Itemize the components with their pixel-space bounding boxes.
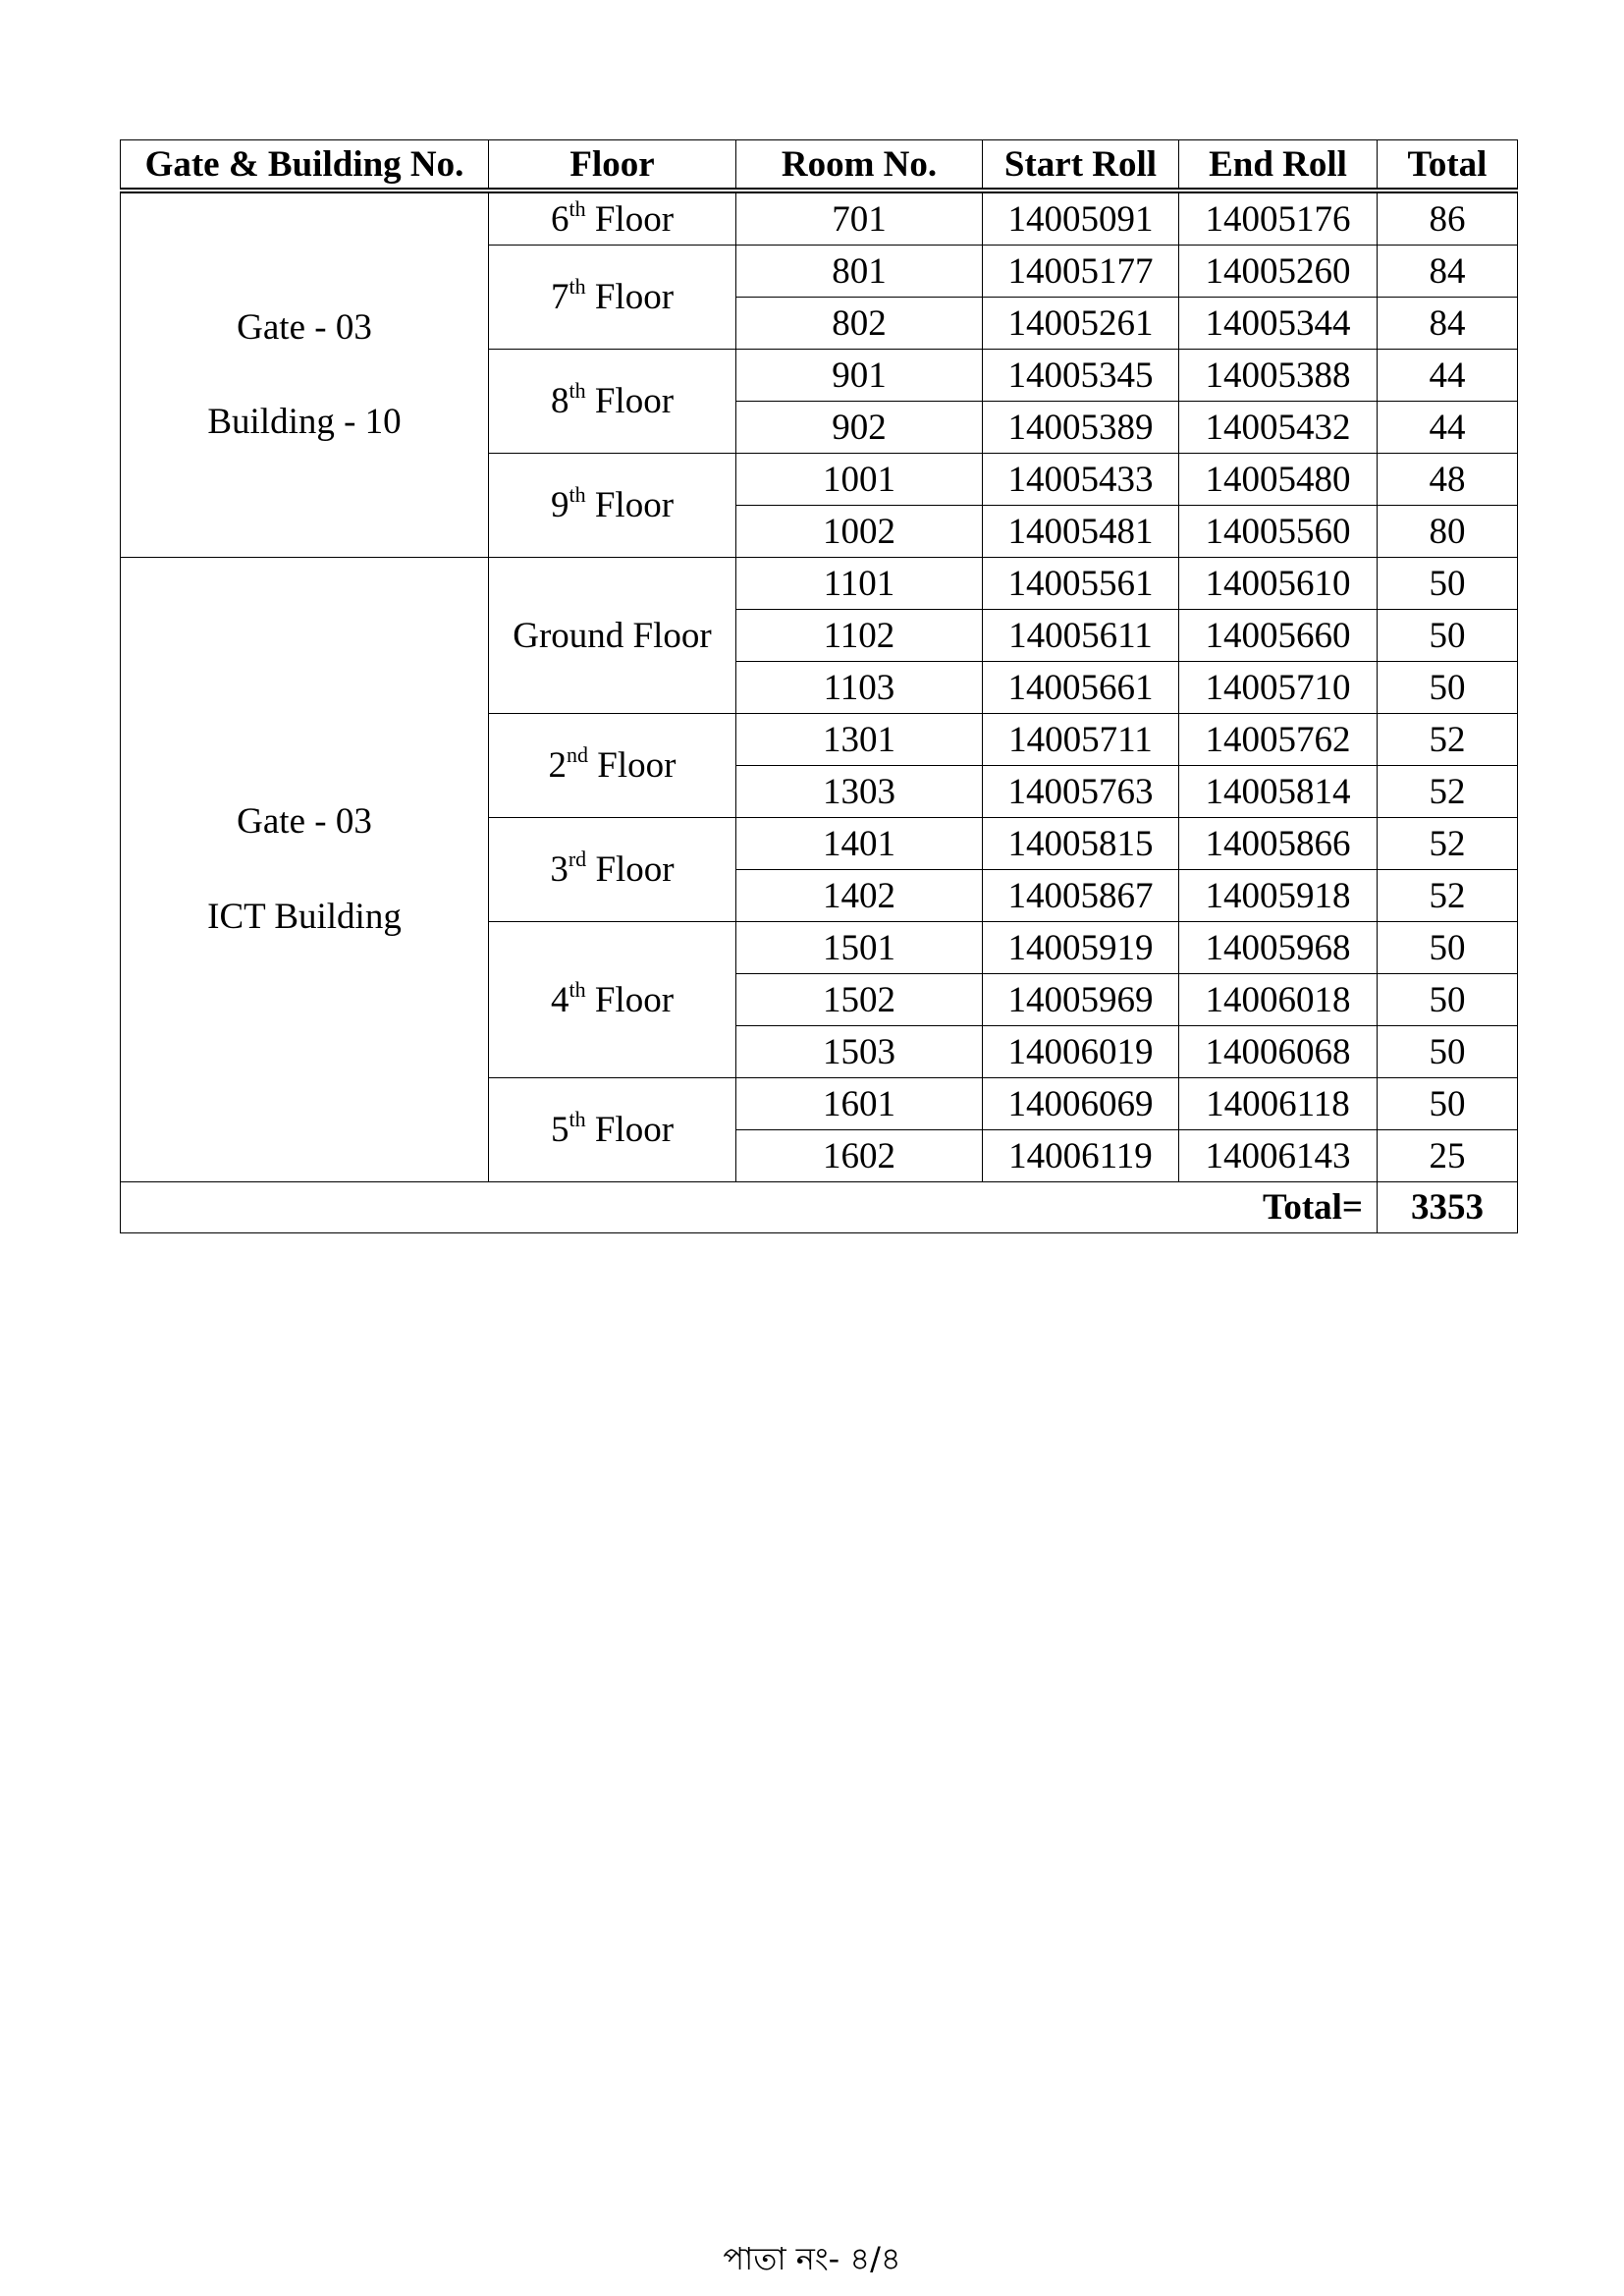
start-roll-cell: 14005867 [983, 870, 1179, 922]
start-roll-cell: 14005919 [983, 922, 1179, 974]
start-roll-cell: 14005969 [983, 974, 1179, 1026]
room-number-cell: 1501 [736, 922, 983, 974]
floor-ordinal-suffix: rd [568, 847, 587, 871]
gate-building-cell [121, 191, 489, 558]
floor-ordinal-suffix: nd [567, 742, 589, 767]
floor-number: 6 [550, 198, 569, 240]
end-roll-cell: 14005918 [1179, 870, 1378, 922]
floor-number: 4 [550, 979, 569, 1020]
room-total-cell: 84 [1378, 246, 1518, 298]
header-end-roll: End Roll [1179, 140, 1378, 191]
floor-ordinal-suffix: th [568, 195, 586, 221]
page-number: পাতা নং- ৪/৪ [723, 2240, 901, 2277]
gate-building-cell [121, 558, 489, 1182]
end-roll-cell: 14005260 [1179, 246, 1378, 298]
floor-number: 5 [550, 1110, 569, 1150]
room-total-cell: 80 [1378, 506, 1518, 558]
end-roll-cell: 14005968 [1179, 922, 1378, 974]
floor-label: Floor [594, 979, 675, 1020]
room-number-cell: 1101 [736, 558, 983, 610]
floor-label: Floor [595, 849, 675, 890]
room-total-cell: 50 [1378, 610, 1518, 662]
end-roll-cell: 14006143 [1179, 1130, 1378, 1182]
start-roll-cell: 14005561 [983, 558, 1179, 610]
floor-label: Floor [594, 1110, 675, 1150]
gate-label: Gate - 03 [237, 801, 372, 843]
floor-ordinal-suffix: th [568, 378, 586, 403]
table-header-row [121, 140, 1518, 191]
table-row [121, 191, 1518, 246]
room-total-cell: 48 [1378, 454, 1518, 506]
end-roll-cell: 14006068 [1179, 1026, 1378, 1078]
start-roll-cell: 14005815 [983, 818, 1179, 870]
room-number-cell: 1502 [736, 974, 983, 1026]
room-number-cell: 802 [736, 298, 983, 350]
floor-label: Floor [594, 198, 675, 240]
room-number-cell: 902 [736, 402, 983, 454]
building-label: Building - 10 [207, 402, 402, 442]
room-total-cell: 50 [1378, 662, 1518, 714]
header-start-roll: Start Roll [983, 140, 1179, 191]
table-body [121, 191, 1518, 1182]
floor-cell [489, 246, 736, 350]
start-roll-cell: 14005091 [983, 191, 1179, 246]
room-total-cell: 44 [1378, 350, 1518, 402]
room-total-cell: 52 [1378, 818, 1518, 870]
room-total-cell: 50 [1378, 1078, 1518, 1130]
end-roll-cell: 14006118 [1179, 1078, 1378, 1130]
grand-total-row [121, 1182, 1518, 1233]
room-number-cell: 1002 [736, 506, 983, 558]
grand-total-label: Total= [121, 1182, 1378, 1233]
room-number-cell: 701 [736, 191, 983, 246]
end-roll-cell: 14005866 [1179, 818, 1378, 870]
room-number-cell: 901 [736, 350, 983, 402]
floor-cell [489, 1078, 736, 1182]
room-number-cell: 801 [736, 246, 983, 298]
floor-cell [489, 714, 736, 818]
room-number-cell: 1001 [736, 454, 983, 506]
end-roll-cell: 14005560 [1179, 506, 1378, 558]
floor-ordinal-suffix: th [568, 976, 586, 1002]
room-total-cell: 25 [1378, 1130, 1518, 1182]
room-total-cell: 50 [1378, 1026, 1518, 1078]
room-total-cell: 84 [1378, 298, 1518, 350]
table-row [121, 558, 1518, 610]
start-roll-cell: 14006019 [983, 1026, 1179, 1078]
floor-label: Floor [597, 745, 677, 786]
room-number-cell: 1401 [736, 818, 983, 870]
room-total-cell: 52 [1378, 870, 1518, 922]
header-room-no: Room No. [736, 140, 983, 191]
room-number-cell: 1601 [736, 1078, 983, 1130]
end-roll-cell: 14005710 [1179, 662, 1378, 714]
room-total-cell: 52 [1378, 766, 1518, 818]
gate-label: Gate - 03 [237, 306, 372, 348]
end-roll-cell: 14006018 [1179, 974, 1378, 1026]
floor-ordinal-suffix: th [568, 274, 586, 299]
start-roll-cell: 14005611 [983, 610, 1179, 662]
start-roll-cell: 14005433 [983, 454, 1179, 506]
start-roll-cell: 14005661 [983, 662, 1179, 714]
floor-number: 8 [550, 381, 569, 421]
end-roll-cell: 14005480 [1179, 454, 1378, 506]
floor-label: Floor [594, 381, 675, 421]
floor-cell [489, 350, 736, 454]
room-total-cell: 44 [1378, 402, 1518, 454]
room-total-cell: 50 [1378, 974, 1518, 1026]
room-number-cell: 1301 [736, 714, 983, 766]
room-total-cell: 50 [1378, 558, 1518, 610]
end-roll-cell: 14005176 [1179, 191, 1378, 246]
start-roll-cell: 14005177 [983, 246, 1179, 298]
floor-label: Ground Floor [513, 615, 712, 656]
end-roll-cell: 14005610 [1179, 558, 1378, 610]
start-roll-cell: 14005763 [983, 766, 1179, 818]
grand-total-value: 3353 [1378, 1182, 1518, 1233]
room-total-cell: 86 [1378, 191, 1518, 246]
floor-cell [489, 191, 736, 246]
floor-cell [489, 922, 736, 1078]
seat-plan-table [120, 139, 1518, 1233]
end-roll-cell: 14005814 [1179, 766, 1378, 818]
room-total-cell: 50 [1378, 922, 1518, 974]
floor-number: 2 [548, 745, 568, 786]
start-roll-cell: 14005389 [983, 402, 1179, 454]
room-number-cell: 1102 [736, 610, 983, 662]
room-number-cell: 1303 [736, 766, 983, 818]
floor-ordinal-suffix: th [568, 1107, 586, 1131]
header-floor: Floor [489, 140, 736, 191]
start-roll-cell: 14006119 [983, 1130, 1179, 1182]
room-number-cell: 1402 [736, 870, 983, 922]
floor-number: 3 [550, 849, 568, 890]
room-number-cell: 1103 [736, 662, 983, 714]
header-gate-building: Gate & Building No. [121, 140, 489, 191]
room-number-cell: 1602 [736, 1130, 983, 1182]
start-roll-cell: 14006069 [983, 1078, 1179, 1130]
floor-label: Floor [594, 485, 675, 525]
floor-number: 7 [550, 277, 569, 317]
end-roll-cell: 14005660 [1179, 610, 1378, 662]
start-roll-cell: 14005261 [983, 298, 1179, 350]
start-roll-cell: 14005481 [983, 506, 1179, 558]
floor-cell [489, 818, 736, 922]
header-total: Total [1378, 140, 1518, 191]
floor-ordinal-suffix: th [568, 482, 586, 507]
end-roll-cell: 14005432 [1179, 402, 1378, 454]
start-roll-cell: 14005345 [983, 350, 1179, 402]
floor-label: Floor [594, 277, 675, 317]
floor-number: 9 [550, 485, 569, 525]
end-roll-cell: 14005388 [1179, 350, 1378, 402]
room-number-cell: 1503 [736, 1026, 983, 1078]
room-total-cell: 52 [1378, 714, 1518, 766]
floor-cell [489, 558, 736, 714]
end-roll-cell: 14005344 [1179, 298, 1378, 350]
floor-cell [489, 454, 736, 558]
end-roll-cell: 14005762 [1179, 714, 1378, 766]
start-roll-cell: 14005711 [983, 714, 1179, 766]
building-label: ICT Building [207, 896, 402, 937]
